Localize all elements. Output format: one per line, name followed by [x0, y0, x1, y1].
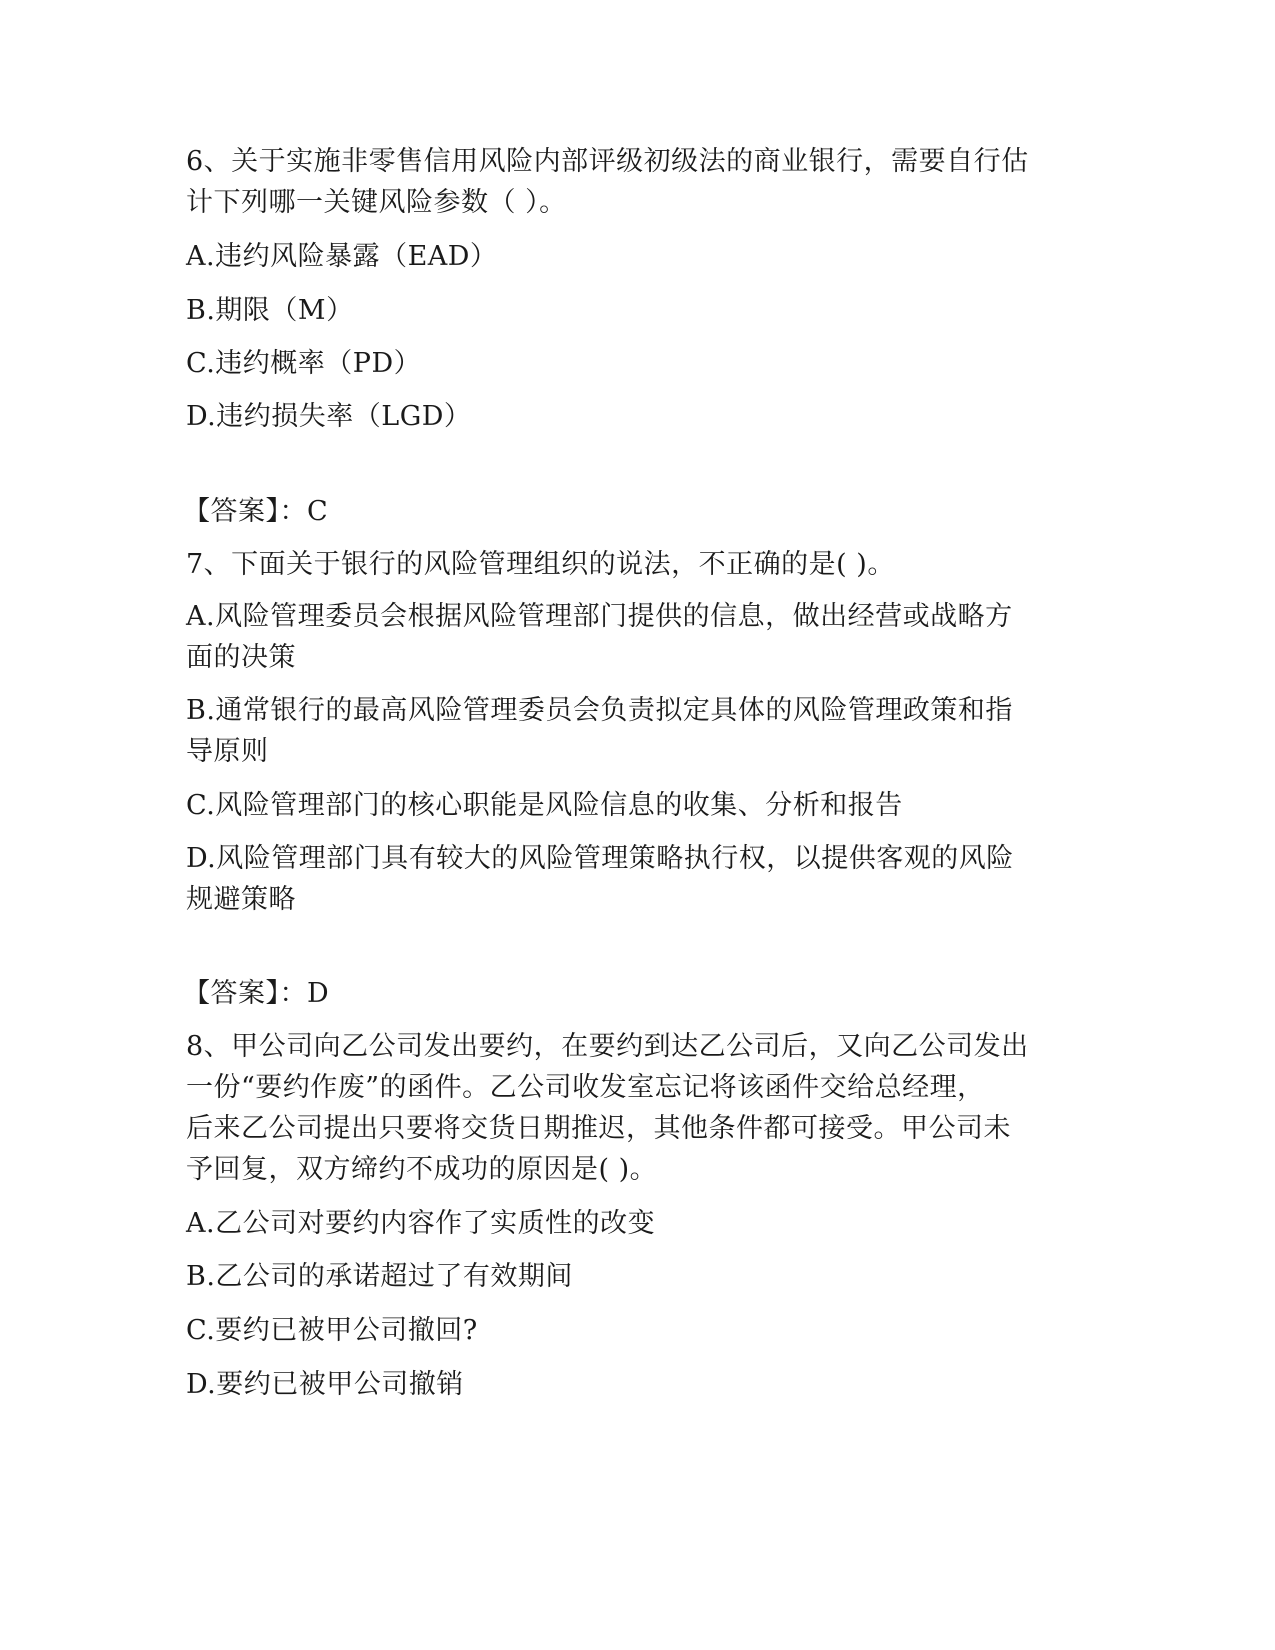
question-7-stem-line-1: 7、下面关于银行的风险管理组织的说法，不正确的是( )。	[186, 549, 895, 580]
question-7-option-b-line-2: 导原则	[186, 736, 269, 767]
question-6-option-a: A.违约风险暴露（EAD）	[186, 241, 498, 272]
question-8-stem-line-3: 后来乙公司提出只要将交货日期推迟，其他条件都可接受。甲公司未	[186, 1113, 1011, 1144]
question-8-stem-line-4: 予回复，双方缔约不成功的原因是( )。	[186, 1154, 658, 1185]
question-6-option-b: B.期限（M）	[186, 295, 354, 326]
question-8-stem-line-1: 8、甲公司向乙公司发出要约，在要约到达乙公司后，又向乙公司发出	[186, 1031, 1029, 1062]
question-7-option-b-line-1: B.通常银行的最高风险管理委员会负责拟定具体的风险管理政策和指	[186, 695, 1013, 726]
question-8-option-a: A.乙公司对要约内容作了实质性的改变	[186, 1208, 656, 1239]
question-8-stem-line-2: 一份“要约作废”的函件。乙公司收发室忘记将该函件交给总经理，	[186, 1072, 985, 1103]
question-8-option-d: D.要约已被甲公司撤销	[186, 1369, 464, 1400]
question-7-option-a-line-2: 面的决策	[186, 642, 296, 673]
question-8-option-b: B.乙公司的承诺超过了有效期间	[186, 1261, 573, 1292]
question-6-stem-line-1: 6、关于实施非零售信用风险内部评级初级法的商业银行，需要自行估	[186, 146, 1029, 177]
question-6-answer: 【答案】：C	[183, 496, 329, 527]
question-7-answer: 【答案】：D	[183, 978, 330, 1009]
question-7-option-c: C.风险管理部门的核心职能是风险信息的收集、分析和报告	[186, 790, 903, 821]
question-7-option-a-line-1: A.风险管理委员会根据风险管理部门提供的信息，做出经营或战略方	[186, 601, 1013, 632]
question-6-option-c: C.违约概率（PD）	[186, 348, 422, 379]
question-7-option-d-line-1: D.风险管理部门具有较大的风险管理策略执行权，以提供客观的风险	[186, 843, 1014, 874]
question-6-stem-line-2: 计下列哪一关键风险参数（ ）。	[186, 187, 567, 218]
question-8-option-c: C.要约已被甲公司撤回?	[186, 1315, 478, 1346]
question-7-option-d-line-2: 规避策略	[186, 884, 296, 915]
question-6-option-d: D.违约损失率（LGD）	[186, 401, 472, 432]
